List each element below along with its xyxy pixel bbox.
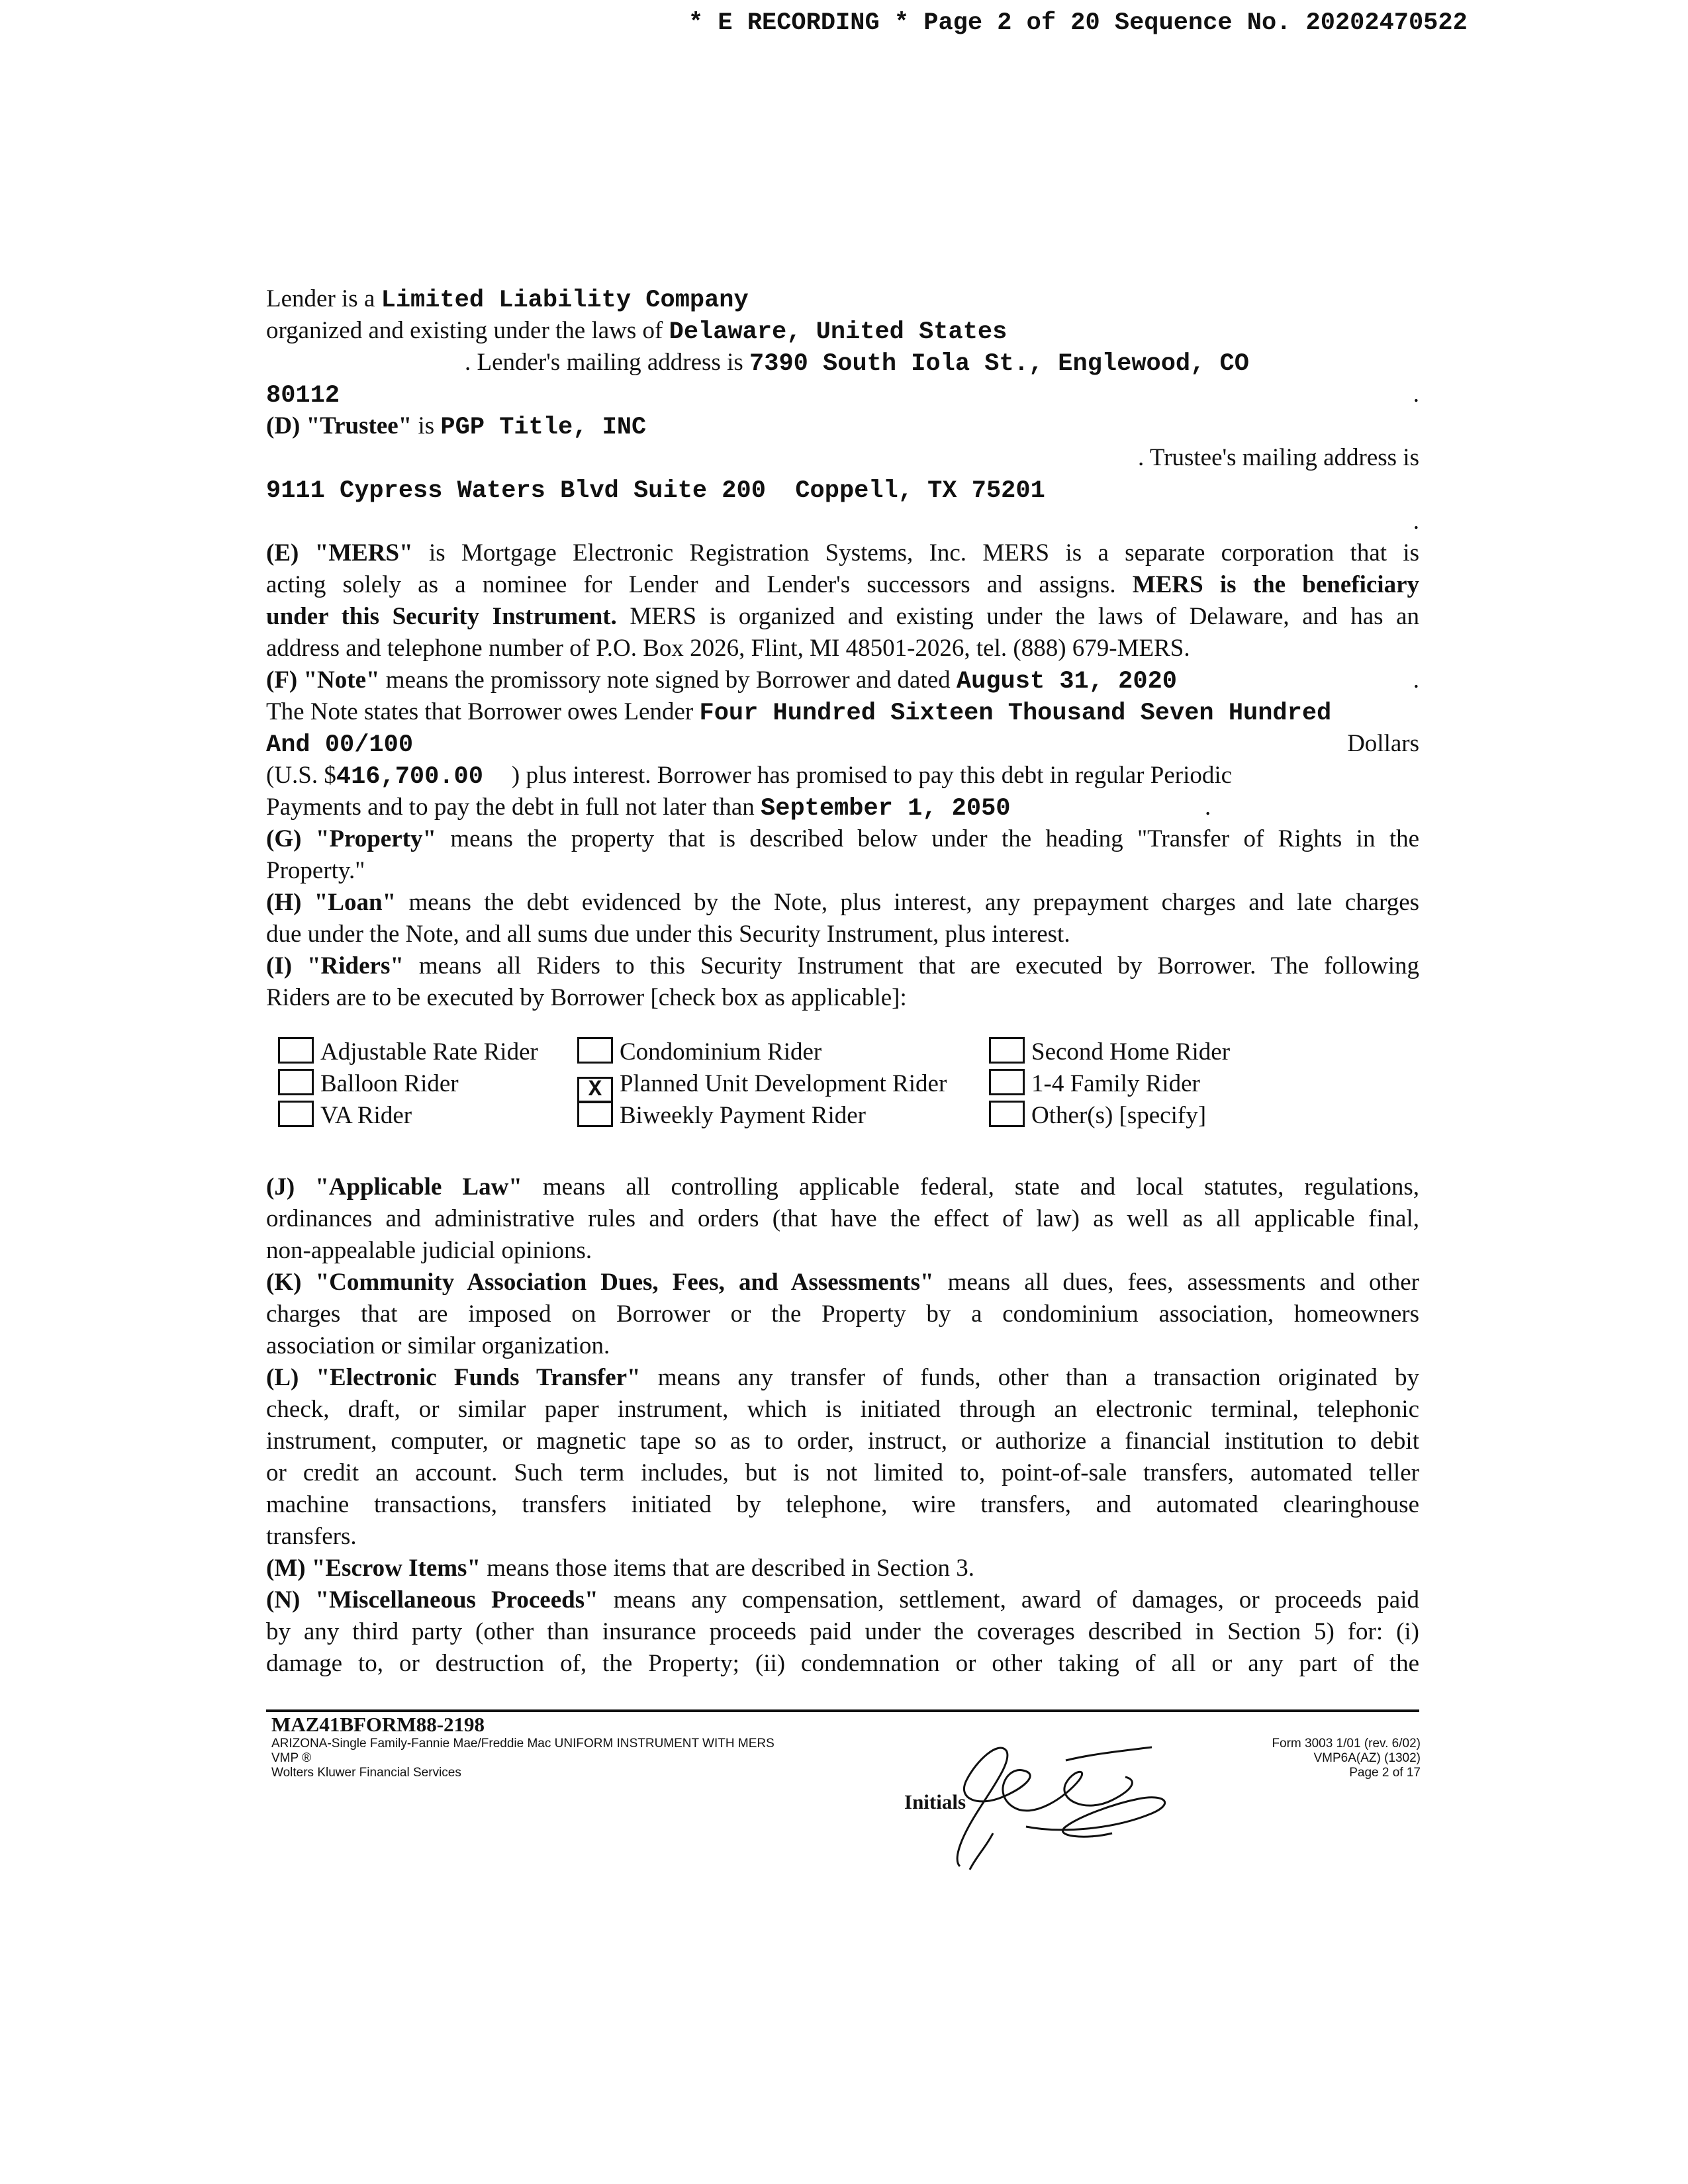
- note-line-1: (F) "Note" means the promissory note signed by Borrower and dated August 31, 2020 .: [266, 666, 1419, 696]
- trustee-is: is: [418, 412, 435, 439]
- note-maturity: September 1, 2050: [761, 795, 1011, 823]
- lender-type-line: [266, 283, 1419, 315]
- misc-text-3: damage to, or destruction of, the Property; (ii) condemnation or other taking of all or any part of the: [266, 1650, 1419, 1677]
- riders-text-2: Riders are to be executed by Borrower [check box as applicable]:: [266, 984, 907, 1011]
- note-line-3: [266, 728, 1419, 760]
- riders-def-line-2: [266, 982, 1419, 1014]
- applicable-law-label-b: "Applicable Law": [315, 1173, 522, 1201]
- mers-text-1: is Mortgage Electronic Registration Systems, Inc. MERS is a separate corporation that is: [428, 539, 1420, 567]
- applicable-law-line-1: [266, 1171, 1419, 1203]
- loan-label-b: "Loan": [314, 889, 397, 916]
- eft-text-1: means any transfer of funds, other than a transaction originated by: [657, 1364, 1419, 1391]
- property-label-b: "Property": [315, 825, 436, 852]
- rider-checkbox[interactable]: [989, 1069, 1025, 1095]
- lender-laws-value: Delaware, United States: [669, 318, 1008, 346]
- note-text-2: The Note states that Borrower owes Lender: [266, 698, 694, 725]
- mers-text-3: MERS is organized and existing under the laws of Delaware, and has an: [630, 603, 1419, 630]
- lender-address-value: 7390 South Iola St., Englewood, CO: [749, 350, 1249, 378]
- eft-text-6: transfers.: [266, 1523, 357, 1550]
- footer-left-block: [271, 1737, 774, 1780]
- applicable-law-line-3: [266, 1235, 1419, 1267]
- document-body: [266, 283, 1419, 1680]
- misc-line-2: [266, 1616, 1419, 1648]
- property-line-2: [266, 855, 1419, 887]
- eft-line-2: [266, 1394, 1419, 1426]
- applicable-law-text-1: means all controlling applicable federal, state and local statutes, regulations,: [542, 1173, 1419, 1201]
- note-text-4: Payments and to pay the debt in full not later than: [266, 794, 755, 821]
- rider-label: Biweekly Payment Rider: [620, 1102, 866, 1129]
- property-text-2: Property.": [266, 857, 365, 884]
- loan-text-1: means the debt evidenced by the Note, plus interest, any prepayment charges and late charges: [408, 889, 1420, 916]
- trustee-label: "Trustee": [306, 412, 412, 439]
- eft-label-a: (L): [266, 1364, 299, 1391]
- rider-label: Condominium Rider: [620, 1038, 822, 1066]
- rider-label: Second Home Rider: [1031, 1038, 1231, 1066]
- rider-label: Other(s) [specify]: [1031, 1102, 1207, 1129]
- trustee-line: [266, 410, 1419, 442]
- eft-text-4: or credit an account. Such term includes, but is not limited to, point-of-sale transfers, automated teller: [266, 1459, 1419, 1486]
- rider-label: Balloon Rider: [320, 1070, 459, 1097]
- community-line-2: [266, 1298, 1419, 1330]
- trustee-name: PGP Title, INC: [440, 414, 647, 441]
- note-amount: 416,700.00: [336, 763, 483, 791]
- mers-line-2: [266, 569, 1419, 601]
- note-label-b: "Note": [303, 666, 380, 694]
- community-text-2: charges that are imposed on Borrower or the Property by a condominium association, homeowners: [266, 1300, 1419, 1328]
- applicable-law-text-3: non-appealable judicial opinions.: [266, 1237, 592, 1264]
- rider-balloon[interactable]: [278, 1068, 459, 1100]
- rider-checkbox[interactable]: [989, 1037, 1025, 1064]
- rider-checkbox[interactable]: [278, 1037, 314, 1064]
- eft-text-3: instrument, computer, or magnetic tape so as to order, instruct, or authorize a financial institution to debit: [266, 1428, 1419, 1455]
- trustee-address-value: 9111 Cypress Waters Blvd Suite 200 Coppell, TX 75201: [266, 477, 1045, 505]
- misc-label-b: "Miscellaneous Proceeds": [315, 1586, 598, 1614]
- lender-address-line: [266, 347, 1419, 379]
- footer-vmp-code: VMP6A(AZ) (1302): [1313, 1751, 1421, 1765]
- community-label-a: (K): [266, 1269, 302, 1296]
- rider-label: 1-4 Family Rider: [1031, 1070, 1200, 1097]
- rider-checkbox-checked[interactable]: X: [577, 1077, 613, 1103]
- misc-text-1: means any compensation, settlement, award of damages, or proceeds paid: [613, 1586, 1420, 1614]
- riders-label-b: "Riders": [307, 952, 404, 979]
- lender-zip-value: 80112: [266, 382, 340, 410]
- escrow-label-a: (M): [266, 1555, 306, 1582]
- mers-label-a: (E): [266, 539, 299, 567]
- note-text-1: means the promissory note signed by Borrower and dated: [385, 666, 951, 694]
- note-amount-words-1: Four Hundred Sixteen Thousand Seven Hundred: [699, 700, 1332, 727]
- note-line-5: Payments and to pay the debt in full not later than September 1, 2050 .: [266, 794, 1211, 823]
- loan-label-a: (H): [266, 889, 302, 916]
- note-amount-words-2: And 00/100: [266, 731, 414, 759]
- property-text-1: means the property that is described below under the heading "Transfer of Rights in the: [450, 825, 1420, 852]
- note-label-a: (F): [266, 666, 298, 694]
- riders-def-line-1: [266, 950, 1419, 982]
- note-date: August 31, 2020: [956, 668, 1177, 696]
- note-dollars: Dollars: [1347, 730, 1419, 757]
- trustee-end-line: .: [1413, 508, 1419, 535]
- property-label-a: (G): [266, 825, 302, 852]
- community-label-b: "Community Association Dues, Fees, and Assessments": [315, 1269, 934, 1296]
- eft-text-2: check, draft, or similar paper instrument, which is initiated through an electronic terminal, telephonic: [266, 1396, 1419, 1423]
- community-text-3: association or similar organization.: [266, 1332, 610, 1359]
- escrow-label-b: "Escrow Items": [311, 1555, 481, 1582]
- rider-va[interactable]: [278, 1100, 412, 1132]
- loan-line-2: [266, 919, 1419, 950]
- rider-other[interactable]: [989, 1100, 1206, 1132]
- escrow-text-1: means those items that are described in Section 3.: [487, 1555, 974, 1582]
- rider-label: Adjustable Rate Rider: [320, 1038, 538, 1066]
- community-line-3: [266, 1330, 1419, 1362]
- recording-header: * E RECORDING * Page 2 of 20 Sequence No. 20202470522: [688, 9, 1468, 37]
- applicable-law-text-2: ordinances and administrative rules and orders (that have the effect of law) as well as all applicable final,: [266, 1205, 1419, 1232]
- eft-line-6: [266, 1521, 1419, 1553]
- applicable-law-label-a: (J): [266, 1173, 295, 1201]
- mers-security-instrument: under this Security Instrument.: [266, 603, 617, 630]
- lender-type-value: Limited Liability Company: [381, 287, 749, 314]
- footer-publisher: Wolters Kluwer Financial Services: [271, 1766, 461, 1780]
- eft-line-4: [266, 1457, 1419, 1489]
- initials-signature-icon: [914, 1734, 1185, 1873]
- mers-beneficiary: MERS is the beneficiary: [1132, 571, 1420, 598]
- footer-right-block: [1272, 1737, 1421, 1780]
- footer-instrument-title: ARIZONA-Single Family-Fannie Mae/Freddie Mac UNIFORM INSTRUMENT WITH MERS: [271, 1737, 774, 1751]
- riders-label-a: (I): [266, 952, 293, 979]
- note-text-3: ) plus interest. Borrower has promised to pay this debt in regular Periodic: [511, 762, 1233, 789]
- footer-page-number: Page 2 of 17: [1349, 1766, 1421, 1780]
- eft-line-1: [266, 1362, 1419, 1394]
- eft-text-5: machine transactions, transfers initiated by telephone, wire transfers, and automated clearinghouse: [266, 1491, 1419, 1518]
- rider-condominium[interactable]: [577, 1036, 821, 1068]
- rider-checkbox-grid: [266, 1036, 1419, 1132]
- mers-line-3: [266, 601, 1419, 633]
- eft-label-b: "Electronic Funds Transfer": [316, 1364, 641, 1391]
- community-text-1: means all dues, fees, assessments and other: [947, 1269, 1420, 1296]
- footer-form-number: Form 3003 1/01 (rev. 6/02): [1272, 1737, 1421, 1751]
- rider-checkbox[interactable]: [577, 1037, 613, 1064]
- lender-address-prefix: . Lender's mailing address is: [465, 349, 743, 376]
- escrow-line-1: [266, 1553, 1419, 1584]
- note-line-4: [266, 760, 1419, 792]
- trustee-address-prefix-line: [266, 442, 1419, 474]
- footer-vmp: VMP ®: [271, 1751, 312, 1765]
- rider-checkbox[interactable]: [989, 1101, 1025, 1127]
- rider-label: VA Rider: [320, 1102, 412, 1129]
- eft-line-5: [266, 1489, 1419, 1521]
- rider-biweekly-payment[interactable]: [577, 1100, 866, 1132]
- property-line-1: [266, 823, 1419, 855]
- mers-text-2: acting solely as a nominee for Lender and Lender's successors and assigns.: [266, 571, 1116, 598]
- note-line-2: [266, 696, 1419, 728]
- note-us-prefix: (U.S. $: [266, 762, 336, 789]
- misc-text-2: by any third party (other than insurance proceeds paid under the coverages described in Section 5) for: (i): [266, 1618, 1419, 1645]
- mers-line-4: [266, 633, 1419, 664]
- riders-text-1: means all Riders to this Security Instrument that are executed by Borrower. The following: [418, 952, 1419, 979]
- lender-laws-prefix: organized and existing under the laws of: [266, 317, 663, 344]
- mers-line-1: [266, 537, 1419, 569]
- trustee-address-line: [266, 474, 1419, 506]
- trustee-label-prefix: (D): [266, 412, 301, 439]
- initials-label: Initials: [904, 1790, 966, 1813]
- rider-1-4-family[interactable]: [989, 1068, 1200, 1100]
- mers-text-4: address and telephone number of P.O. Box 2026, Flint, MI 48501-2026, tel. (888) 679-MERS.: [266, 635, 1190, 662]
- form-code: MAZ41BFORM88-2198: [271, 1713, 485, 1736]
- rider-checkbox[interactable]: [577, 1101, 613, 1127]
- rider-checkbox[interactable]: [278, 1101, 314, 1127]
- misc-label-a: (N): [266, 1586, 301, 1614]
- community-line-1: [266, 1267, 1419, 1298]
- rider-second-home[interactable]: [989, 1036, 1230, 1068]
- rider-checkbox[interactable]: [278, 1069, 314, 1095]
- loan-line-1: [266, 887, 1419, 919]
- misc-line-3: [266, 1648, 1419, 1680]
- mers-label-b: "MERS": [314, 539, 413, 567]
- loan-text-2: due under the Note, and all sums due under this Security Instrument, plus interest.: [266, 921, 1070, 948]
- applicable-law-line-2: [266, 1203, 1419, 1235]
- rider-adjustable-rate[interactable]: [278, 1036, 538, 1068]
- lender-zip-line: 80112 .: [266, 381, 1419, 410]
- lender-laws-line: [266, 315, 1419, 347]
- footer-divider: [266, 1709, 1419, 1712]
- eft-line-3: [266, 1426, 1419, 1457]
- lender-type-prefix: Lender is a: [266, 285, 375, 312]
- rider-planned-unit-development[interactable]: [577, 1068, 947, 1103]
- trustee-address-prefix: . Trustee's mailing address is: [1138, 444, 1419, 471]
- rider-label: Planned Unit Development Rider: [620, 1070, 947, 1097]
- misc-line-1: [266, 1584, 1419, 1616]
